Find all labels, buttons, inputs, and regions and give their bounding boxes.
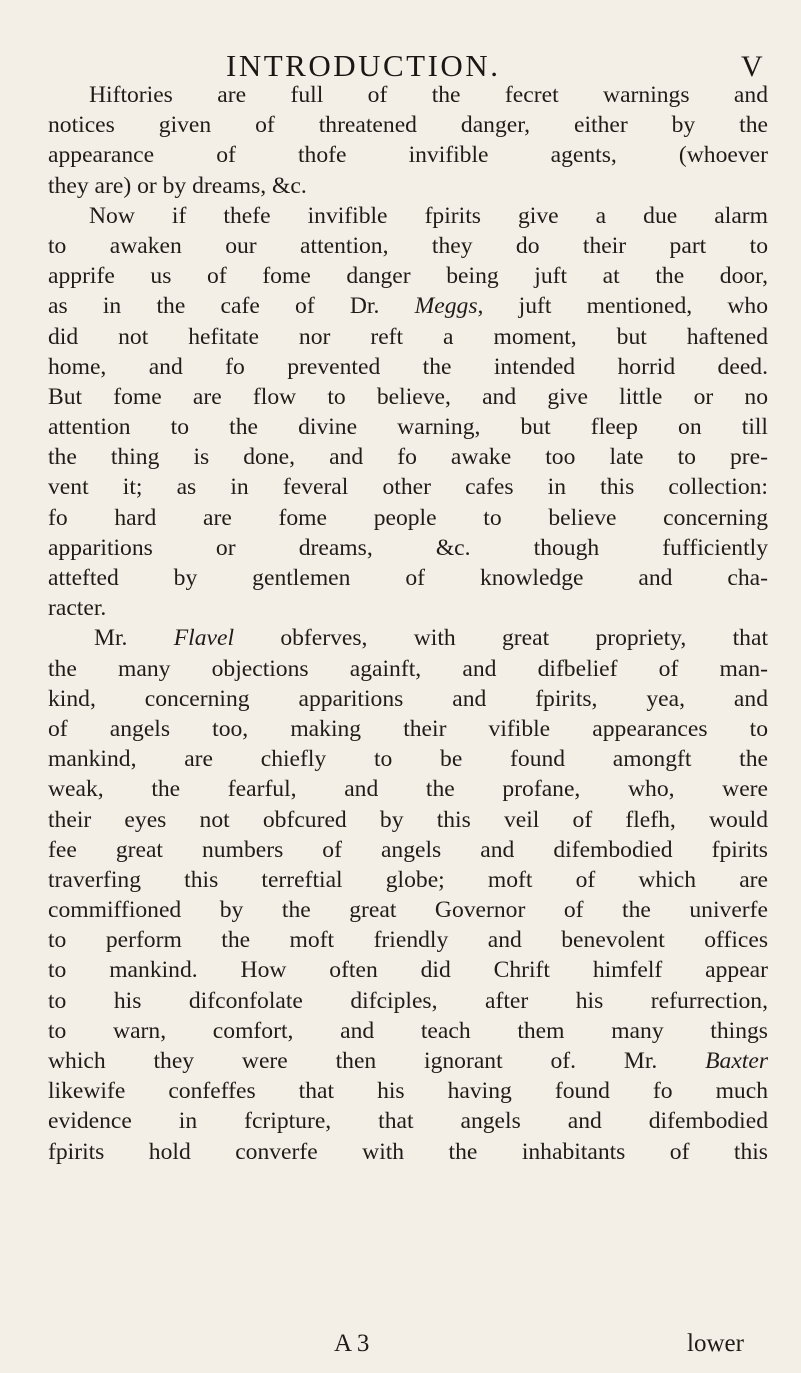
text-line: weak, the fearful, and the profane, who, were <box>48 776 768 803</box>
text-line: of angels too, making their vifible appearances to <box>48 715 768 742</box>
text-line: as in the cafe of Dr. Meggs, juft mentioned, who <box>48 293 769 320</box>
text-line: attention to the divine warning, but fleep on till <box>48 414 768 441</box>
text-line: they are) or by dreams, &c. <box>48 172 307 199</box>
text-line: apprife us of fome danger being juft at the door, <box>48 263 768 290</box>
text-line: to perform the moft friendly and benevolent offices <box>48 927 768 954</box>
running-title: INTRODUCTION. <box>226 48 501 83</box>
text-line: attefted by gentlemen of knowledge and cha- <box>48 565 768 591</box>
text-line: vent it; as in feveral other cafes in this collection: <box>48 474 768 501</box>
text-line: home, and fo prevented the intended horrid deed. <box>48 353 768 380</box>
text-line: mankind, are chiefly to be found amongft the <box>48 746 768 773</box>
text-line: the many objections againft, and difbelief of man- <box>48 655 768 682</box>
text-line: traverfing this terreftial globe; moft of which are <box>48 866 768 893</box>
text-line: to mankind. How often did Chrift himfelf appear <box>48 957 768 984</box>
text-line: But fome are flow to believe, and give little or no <box>48 383 768 410</box>
text-line: Mr. Flavel obferves, with great propriety, that <box>94 625 768 652</box>
text-line: their eyes not obfcured by this veil of flefh, would <box>48 806 768 833</box>
text-line: notices given of threatened danger, either by the <box>48 112 768 139</box>
text-line: did not hefitate nor reft a moment, but haftened <box>48 323 768 350</box>
text-line: to his difconfolate difciples, after his refurrection, <box>48 987 768 1014</box>
text-line: fo hard are fome people to believe concerning <box>48 504 768 531</box>
text-line: commiffioned by the great Governor of the univerfe <box>48 897 768 924</box>
text-line: likewife confeffes that his having found fo much <box>48 1078 768 1105</box>
text-line: to awaken our attention, they do their part to <box>48 232 768 259</box>
signature-mark: A 3 <box>334 1330 370 1357</box>
text-line: apparitions or dreams, &c. though fufficiently <box>48 534 768 561</box>
text-line: which they were then ignorant of. Mr. Baxter <box>48 1048 768 1074</box>
text-line: Now if thefe invifible fpirits give a due alarm <box>89 202 768 229</box>
page-number: V <box>741 50 763 83</box>
text-line: Hiftories are full of the fecret warnings and <box>89 82 768 108</box>
text-line: kind, concerning apparitions and fpirits, yea, and <box>48 685 768 712</box>
catchword: lower <box>687 1330 744 1357</box>
text-line: appearance of thofe invifible agents, (whoever <box>48 142 768 169</box>
text-line: evidence in fcripture, that angels and difembodied <box>48 1108 768 1135</box>
text-line: to warn, comfort, and teach them many things <box>48 1017 768 1044</box>
text-line: racter. <box>48 595 107 622</box>
text-line: the thing is done, and fo awake too late to pre- <box>48 444 768 471</box>
text-line: fpirits hold converfe with the inhabitants of this <box>48 1138 768 1165</box>
body-text <box>48 80 768 1167</box>
text-line: fee great numbers of angels and difembodied fpirits <box>48 836 768 863</box>
